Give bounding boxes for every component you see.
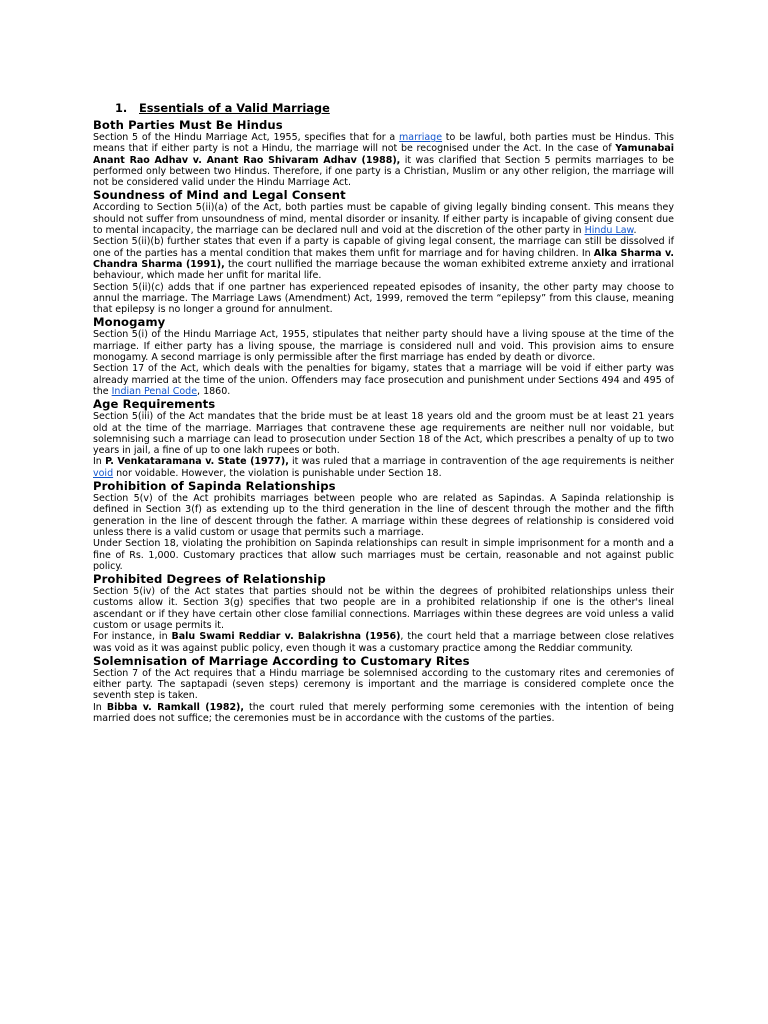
text-run: Section 7 of the Act requires that a Hindu marriage be solemnised according to the customary rites and ceremonies of either party. The saptapadi (seven steps) ceremony is important and the marriage is considered complete once the seventh step is taken. xyxy=(93,667,674,702)
inline-link[interactable]: Hindu Law xyxy=(584,225,634,237)
text-run: . xyxy=(633,225,637,237)
text-run: to be lawful, both parties must be Hindus. This means that if either party is not a Hindu, the marriage will not be recognised under the Act. In the case of xyxy=(93,132,674,155)
section-paragraph xyxy=(93,631,674,654)
section-heading: Monogamy xyxy=(93,315,166,330)
section-heading: Soundness of Mind and Legal Consent xyxy=(93,188,346,203)
text-run: , 1860. xyxy=(197,385,231,397)
text-run: Section 5(iv) of the Act states that parties should not be within the degrees of prohibited relationships unless their customs allow it. Section 3(g) specifies that two people are in a prohibited relationship if one is the other's lineal ascendant or if they have certain other close familial connections. Marriages within these degrees are void unless a valid custom or usage permits it. xyxy=(93,586,674,631)
section-paragraph xyxy=(93,411,674,456)
heading-number: 1. xyxy=(115,101,128,115)
case-citation: Balu Swami Reddiar v. Balakrishna (1956) xyxy=(171,631,401,643)
section-heading: Age Requirements xyxy=(93,397,216,412)
inline-link[interactable]: Indian Penal Code xyxy=(111,385,198,397)
document-page xyxy=(93,100,674,724)
section-paragraph xyxy=(93,456,674,479)
section-heading: Both Parties Must Be Hindus xyxy=(93,118,283,132)
case-citation: P. Venkataramana v. State (1977), xyxy=(105,456,289,468)
section-paragraph xyxy=(93,702,674,725)
text-run: Section 5(v) of the Act prohibits marriages between people who are related as Sapindas. A Sapinda relationship is defined in Section 3(f) as extending up to the third generation in the line of descent through the mother and the fifth generation in the line of descent through the father. A marriage within these degrees of relationship is considered void unless there is a valid custom or usage that permits such a marriage. xyxy=(93,493,674,538)
inline-link[interactable]: void xyxy=(93,467,114,479)
text-run: the court ruled that merely performing some ceremonies with the intention of being married does not suffice; the ceremonies must be in accordance with the customs of the parties. xyxy=(93,701,675,725)
section-paragraph xyxy=(93,538,674,572)
text-run: In xyxy=(93,701,107,713)
section-paragraph xyxy=(93,668,674,702)
text-run: the court nullified the marriage because the woman exhibited extreme anxiety and irrational behaviour, which made her unfit for marital life. xyxy=(93,258,674,282)
section-paragraph xyxy=(93,329,674,363)
section-paragraph xyxy=(93,586,674,631)
case-citation: Alka Sharma v. Chandra Sharma (1991), xyxy=(93,247,674,270)
section-paragraph xyxy=(93,202,674,236)
section-paragraph xyxy=(93,236,674,281)
text-run: nor voidable. However, the violation is punishable under Section 18. xyxy=(113,467,442,479)
case-citation: Bibba v. Ramkall (1982), xyxy=(106,701,245,713)
text-run: In xyxy=(93,456,106,468)
section-heading: Prohibition of Sapinda Relationships xyxy=(93,479,336,494)
main-heading xyxy=(115,100,674,117)
text-run: , the court held that a marriage between close relatives was void as it was against public policy, even though it was a customary practice among the Reddiar community. xyxy=(93,631,674,654)
text-run: Section 5(ii)(c) adds that if one partner has experienced repeated episodes of insanity, the other party may choose to annul the marriage. The Marriage Laws (Amendment) Act, 1999, removed the term “epilepsy” from this clause, meaning that epilepsy is no longer a ground for annulment. xyxy=(93,281,674,316)
section-paragraph xyxy=(93,363,674,397)
inline-link[interactable]: marriage xyxy=(399,132,443,143)
text-run: Under Section 18, violating the prohibition on Sapinda relationships can result in simple imprisonment for a month and a fine of Rs. 1,000. Customary practices that allow such marriages must be certain, reasonable and not against public policy. xyxy=(93,538,674,572)
section-heading: Solemnisation of Marriage According to Customary Rites xyxy=(93,653,470,668)
text-run: it was ruled that a marriage in contravention of the age requirements is neither xyxy=(288,456,675,468)
text-run: Section 5(i) of the Hindu Marriage Act, 1955, stipulates that neither party should have a living spouse at the time of the marriage. If either party has a living spouse, the marriage is considered null and void. This provision aims to ensure monogamy. A second marriage is only permissible after the first marriage has ended by death or divorce. xyxy=(93,329,674,364)
text-run: According to Section 5(ii)(a) of the Act, both parties must be capable of giving legally binding consent. This means they should not suffer from unsoundness of mind, mental disorder or insanity. If either party is incapable of giving consent due to mental incapacity, the marriage can be declared null and void at the discretion of the other party in xyxy=(93,202,674,237)
section-paragraph xyxy=(93,282,674,316)
text-run: Section 5 of the Hindu Marriage Act, 1955, specifies that for a xyxy=(93,132,399,143)
heading-title: Essentials of a Valid Marriage xyxy=(139,101,330,115)
case-citation: Yamunabai Anant Rao Adhav v. Anant Rao Shivaram Adhav (1988), xyxy=(93,143,674,166)
text-run: Section 5(ii)(b) further states that even if a party is capable of giving legal consent, the marriage can still be dissolved if one of the parties has a mental condition that makes them unfit for marriage and for having children. In xyxy=(93,236,674,259)
section-paragraph xyxy=(93,493,674,538)
section-paragraph xyxy=(93,132,674,188)
text-run: For instance, in xyxy=(93,631,172,643)
sections-container xyxy=(93,118,674,724)
text-run: Section 5(iii) of the Act mandates that the bride must be at least 18 years old and the groom must be at least 21 years old at the time of the marriage. Marriages that contravene these age requirements are neither null nor voidable, but solemnising such a marriage can lead to prosecution under Section 18 of the Act, which prescribes a penalty of up to two years in jail, a fine of up to one lakh rupees or both. xyxy=(93,411,674,457)
text-run: it was clarified that Section 5 permits marriages to be performed only between two Hindus. Therefore, if one party is a Christian, Muslim or any other religion, the marriage will not be considered valid under the Hindu Marriage Act. xyxy=(93,154,674,189)
section-heading: Prohibited Degrees of Relationship xyxy=(93,572,326,587)
text-run: Section 17 of the Act, which deals with the penalties for bigamy, states that a marriage will be void if either party was already married at the time of the union. Offenders may face prosecution and punishment under Sections 494 and 495 of the xyxy=(93,363,674,397)
